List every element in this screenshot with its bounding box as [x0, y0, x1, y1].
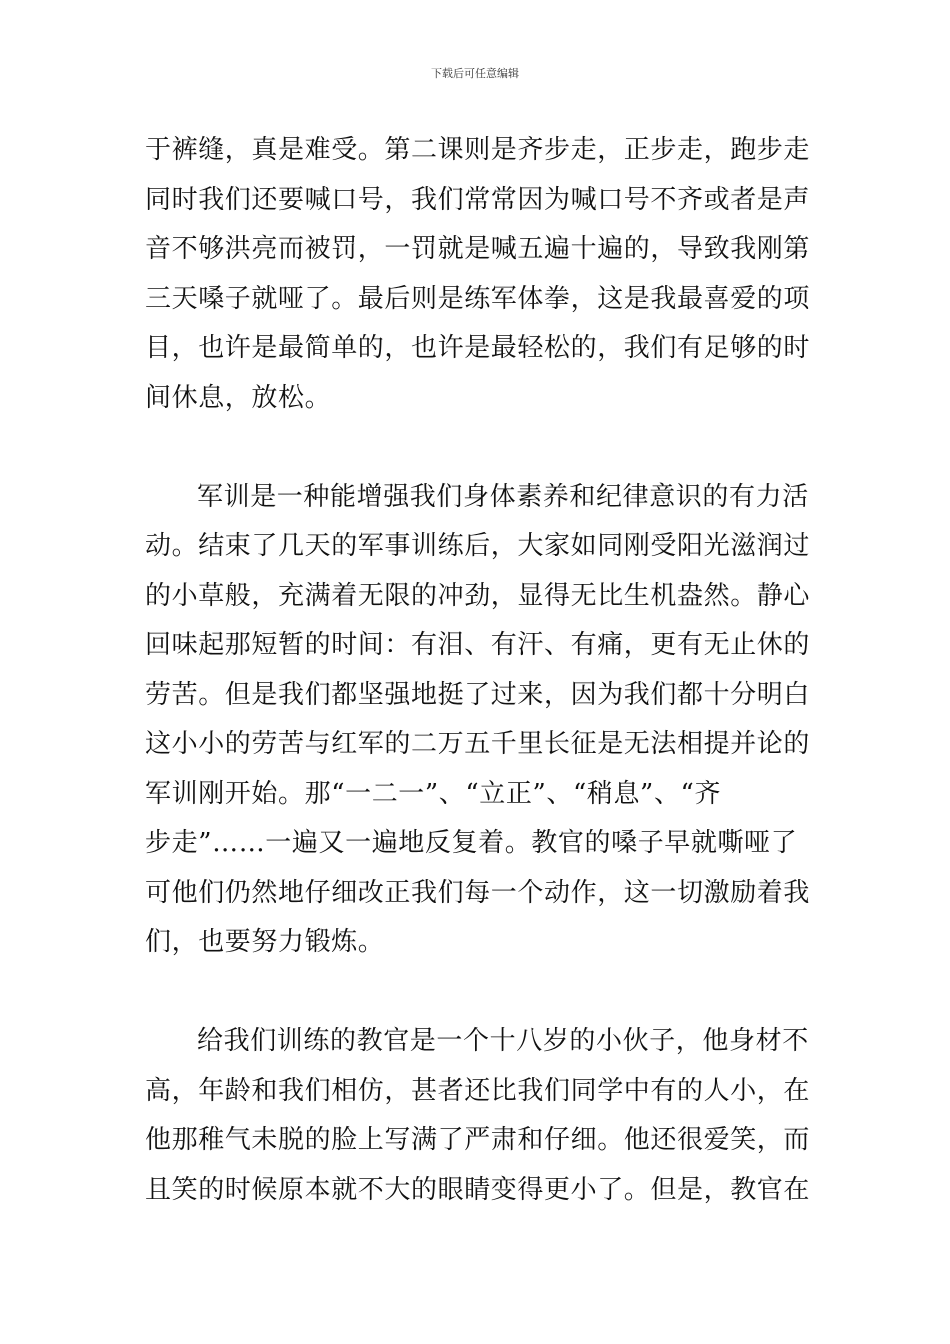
text-line: 这小小的劳苦与红军的二万五千里长征是无法相提并论的 — [145, 729, 811, 759]
paragraph-3 — [145, 1017, 811, 1215]
text-line: 间休息，放松。 — [145, 382, 332, 413]
text-line: 可他们仍然地仔细改正我们每一个动作，这一切激励着我 — [145, 877, 811, 908]
text-line: 音不够洪亮而被罚，一罚就是喊五遍十遍的，导致我刚第 — [145, 234, 811, 264]
paragraph-gap — [145, 423, 807, 473]
paragraph-2 — [145, 473, 811, 968]
text-line: 三天嗓子就哑了。最后则是练军体拳，这是我最喜爱的项 — [145, 283, 811, 314]
text-line: 且笑的时候原本就不大的眼睛变得更小了。但是，教官在 — [145, 1174, 811, 1205]
text-line: 目，也许是最简单的，也许是最轻松的，我们有足够的时 — [145, 333, 811, 363]
paragraph-1 — [145, 126, 811, 423]
text-line: 动。结束了几天的军事训练后，大家如同刚受阳光滋润过 — [145, 531, 811, 561]
text-line: 给我们训练的教官是一个十八岁的小伙子，他身材不 — [197, 1026, 809, 1056]
paragraph-gap — [145, 968, 807, 1018]
text-line: 回味起那短暂的时间：有泪、有汗、有痛，更有无止休的 — [145, 630, 811, 660]
text-line: 他那稚气未脱的脸上写满了严肃和仔细。他还很爱笑，而 — [145, 1125, 811, 1155]
document-body — [145, 126, 811, 1215]
text-line: 同时我们还要喊口号，我们常常因为喊口号不齐或者是声 — [145, 184, 811, 215]
text-line: 劳苦。但是我们都坚强地挺了过来，因为我们都十分明白 — [145, 679, 811, 710]
text-line: 军训刚开始。那“一二一”、“立正”、“稍息”、“齐 — [145, 778, 722, 809]
text-line: 的小草般，充满着无限的冲劲，显得无比生机盎然。静心 — [145, 580, 811, 611]
text-line: 高，年龄和我们相仿，甚者还比我们同学中有的人小，在 — [145, 1075, 811, 1106]
page-header: 下载后可任意编辑 — [431, 67, 519, 80]
text-line: 们，也要努力锻炼。 — [145, 927, 385, 957]
text-line: 步走”……一遍又一遍地反复着。教官的嗓子早就嘶哑了 — [145, 828, 798, 858]
text-line: 军训是一种能增强我们身体素养和纪律意识的有力活 — [197, 481, 809, 512]
text-line: 于裤缝，真是难受。第二课则是齐步走，正步走，跑步走 — [145, 135, 811, 165]
